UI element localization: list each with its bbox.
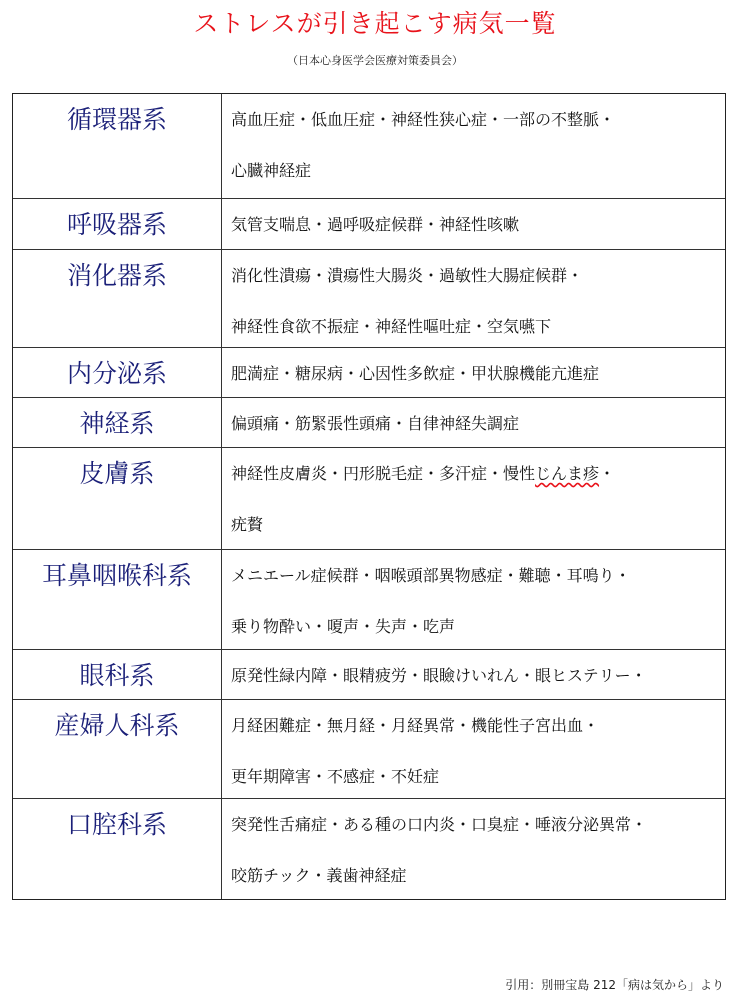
table-row-ophthalmology — [13, 649, 725, 699]
category-cell: 口腔科系 — [13, 799, 222, 899]
page-subtitle: （日本心身医学会医療対策委員会） — [287, 54, 463, 67]
table-row-ent — [13, 549, 725, 649]
disease-table — [12, 93, 726, 900]
category-cell: 眼科系 — [13, 650, 222, 699]
description-cell: 神経性皮膚炎・円形脱毛症・多汗症・慢性じんま疹・ 疣贅 — [231, 464, 616, 534]
citation: 引用：別冊宝島 212「病は気から」より — [505, 978, 724, 992]
description-cell: 偏頭痛・筋緊張性頭痛・自律神経失調症 — [231, 414, 520, 433]
table-row-respiratory — [13, 198, 725, 249]
description-cell: メニエール症候群・咽喉頭部異物感症・難聴・耳鳴り・ 乗り物酔い・嗄声・失声・吃声 — [231, 566, 631, 636]
table-row-circulatory — [13, 94, 725, 198]
description-cell: 突発性舌痛症・ある種の口内炎・口臭症・唾液分泌異常・ 咬筋チック・義歯神経症 — [231, 815, 648, 885]
description-cell: 月経困難症・無月経・月経異常・機能性子宮出血・ 更年期障害・不感症・不妊症 — [231, 716, 600, 786]
table-row-oral — [13, 798, 725, 899]
table-row-obgyn — [13, 699, 725, 798]
spellcheck-mark: じんま疹 — [535, 464, 600, 483]
category-cell: 神経系 — [13, 398, 222, 447]
category-cell: 耳鼻咽喉科系 — [13, 550, 222, 649]
description-cell: 気管支喘息・過呼吸症候群・神経性咳嗽 — [231, 215, 520, 234]
table-row-nervous — [13, 397, 725, 447]
category-cell: 呼吸器系 — [13, 199, 222, 249]
table-row-endocrine — [13, 347, 725, 397]
category-cell: 消化器系 — [13, 250, 222, 347]
page-title: ストレスが引き起こす病気一覧 — [193, 9, 557, 38]
description-cell: 高血圧症・低血圧症・神経性狭心症・一部の不整脈・ 心臓神経症 — [231, 110, 616, 180]
category-cell: 産婦人科系 — [13, 700, 222, 798]
table-row-digestive — [13, 249, 725, 347]
description-cell: 原発性緑内障・眼精疲労・眼瞼けいれん・眼ヒステリー・ — [231, 666, 647, 685]
table-row-skin — [13, 447, 725, 549]
description-cell: 消化性潰瘍・潰瘍性大腸炎・過敏性大腸症候群・ 神経性食欲不振症・神経性嘔吐症・空気嚥下 — [231, 266, 584, 336]
description-cell: 肥満症・糖尿病・心因性多飲症・甲状腺機能亢進症 — [231, 364, 600, 383]
category-cell: 皮膚系 — [13, 448, 222, 549]
category-cell: 循環器系 — [13, 94, 222, 198]
category-cell: 内分泌系 — [13, 348, 222, 397]
